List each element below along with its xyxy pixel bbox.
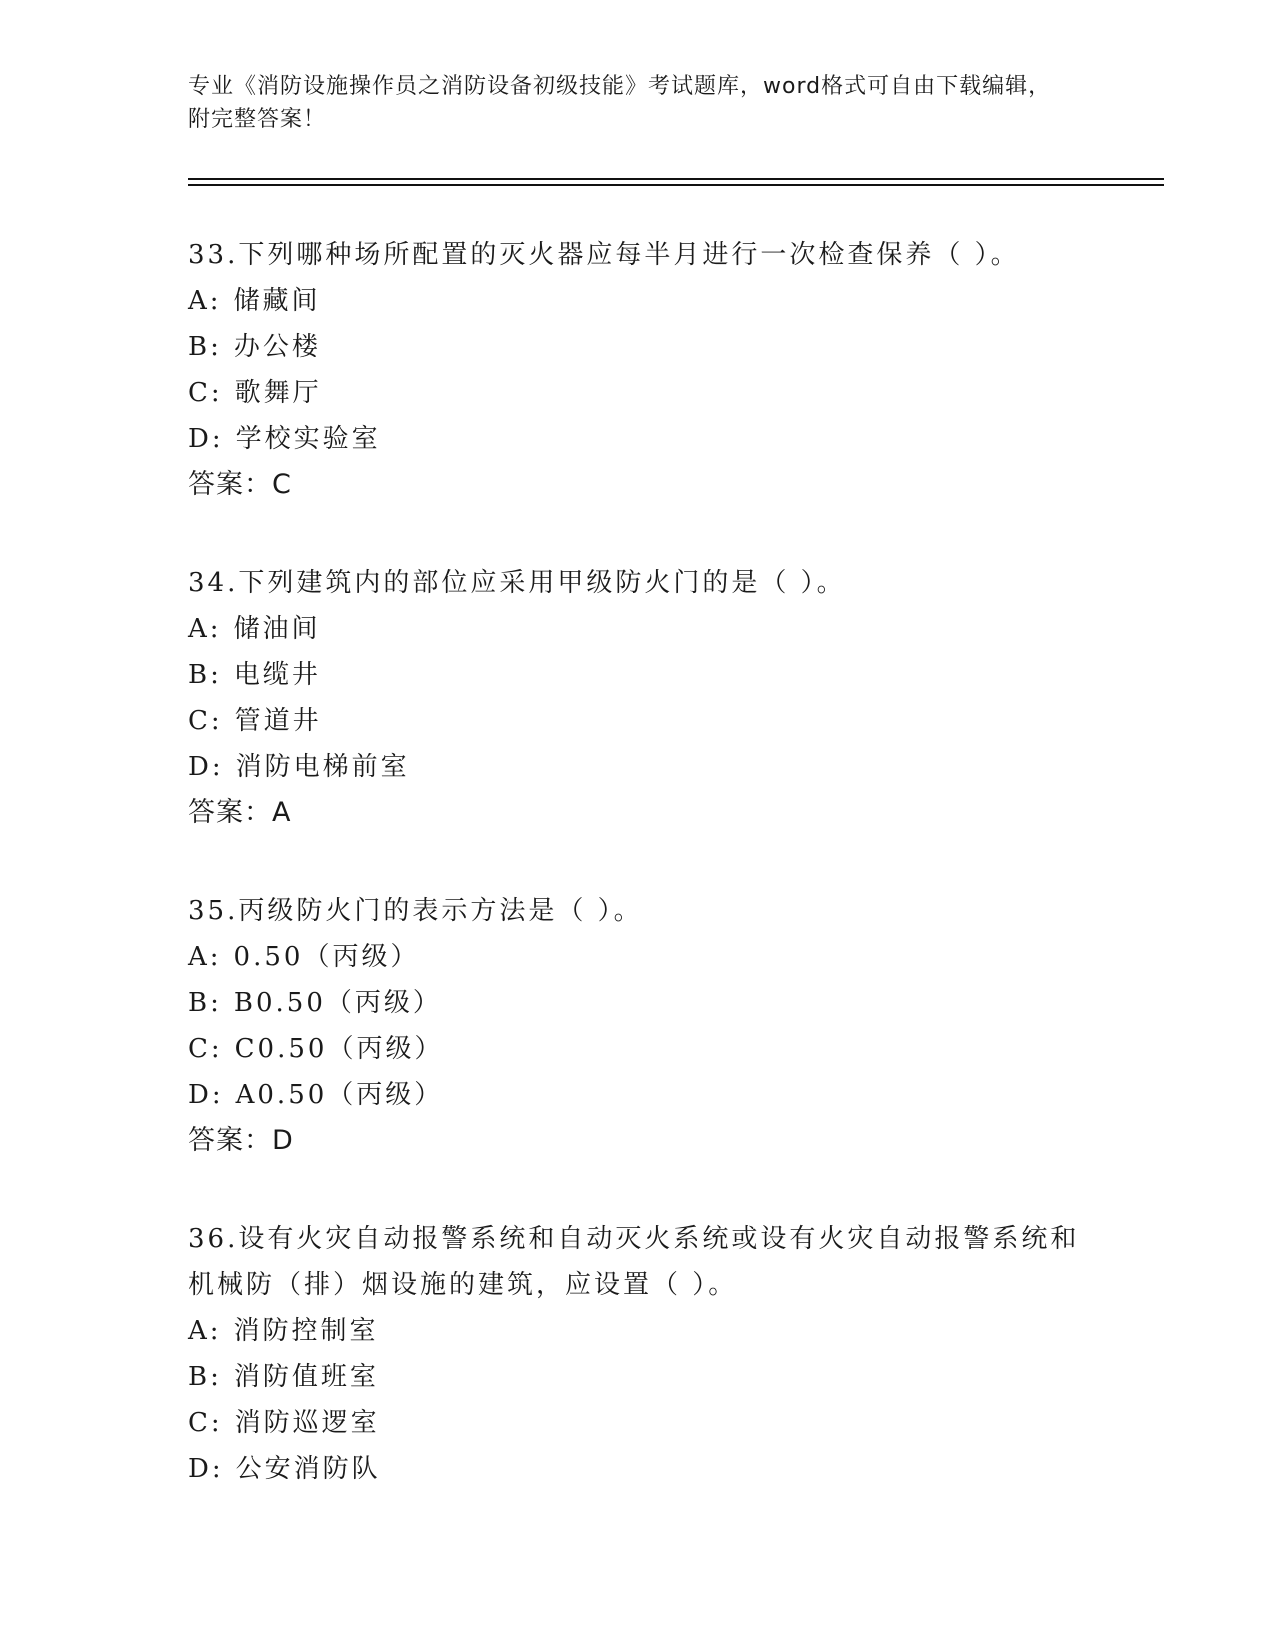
option-letter: B: [188, 988, 222, 1018]
option-text: 电缆井 [233, 660, 321, 690]
option-text: 消防控制室 [233, 1316, 379, 1346]
option-text: 0.50（丙级） [233, 942, 420, 972]
question-stem: 34.下列建筑内的部位应采用甲级防火门的是（ ）。 [188, 568, 846, 598]
option-letter: D: [188, 1080, 224, 1110]
option-c [188, 1400, 1108, 1446]
option-text: 消防巡逻室 [234, 1408, 380, 1438]
question-33 [188, 232, 1108, 508]
option-letter: A: [188, 286, 222, 316]
question-stem: 36.设有火灾自动报警系统和自动灭火系统或设有火灾自动报警系统和机械防（排）烟设施的建筑，应设置（ ）。 [188, 1224, 1080, 1300]
question-stem: 33.下列哪种场所配置的灭火器应每半月进行一次检查保养（ ）。 [188, 240, 1020, 270]
option-a [188, 1308, 1108, 1354]
option-letter: C: [188, 706, 223, 736]
option-b [188, 324, 1108, 370]
option-letter: C: [188, 378, 223, 408]
option-letter: C: [188, 1034, 223, 1064]
answer-line: 答案：A [188, 797, 292, 828]
option-c [188, 370, 1108, 416]
option-text: 消防值班室 [233, 1362, 379, 1392]
option-c [188, 698, 1108, 744]
option-text: 管道井 [234, 706, 322, 736]
option-d [188, 1446, 1108, 1492]
option-text: 歌舞厅 [234, 378, 322, 408]
option-b [188, 652, 1108, 698]
header-divider-top [188, 178, 1164, 180]
option-letter: B: [188, 1362, 222, 1392]
option-b [188, 980, 1108, 1026]
option-d [188, 416, 1108, 462]
option-letter: D: [188, 1454, 224, 1484]
option-letter: D: [188, 752, 224, 782]
option-text: 储油间 [233, 614, 321, 644]
option-letter: A: [188, 942, 222, 972]
answer-line: 答案：C [188, 469, 292, 500]
option-text: A0.50（丙级） [235, 1080, 444, 1110]
option-d [188, 1072, 1108, 1118]
question-list [188, 232, 1108, 1544]
question-36 [188, 1216, 1108, 1492]
option-text: B0.50（丙级） [233, 988, 442, 1018]
option-a [188, 934, 1108, 980]
option-letter: B: [188, 660, 222, 690]
option-text: 公安消防队 [235, 1454, 381, 1484]
option-text: 办公楼 [233, 332, 321, 362]
option-d [188, 744, 1108, 790]
option-c [188, 1026, 1108, 1072]
option-letter: C: [188, 1408, 223, 1438]
answer-line: 答案：D [188, 1125, 294, 1156]
option-letter: A: [188, 1316, 222, 1346]
option-a [188, 278, 1108, 324]
header-divider-bottom [188, 184, 1164, 186]
option-text: C0.50（丙级） [234, 1034, 444, 1064]
option-b [188, 1354, 1108, 1400]
question-35 [188, 888, 1108, 1164]
question-34 [188, 560, 1108, 836]
option-text: 消防电梯前室 [235, 752, 410, 782]
option-text: 储藏间 [233, 286, 321, 316]
option-text: 学校实验室 [235, 424, 381, 454]
option-letter: A: [188, 614, 222, 644]
document-header: 专业《消防设施操作员之消防设备初级技能》考试题库，word格式可自由下载编辑，附完整答案！ [188, 74, 1052, 132]
question-stem: 35.丙级防火门的表示方法是（ ）。 [188, 896, 643, 926]
option-a [188, 606, 1108, 652]
option-letter: D: [188, 424, 224, 454]
option-letter: B: [188, 332, 222, 362]
